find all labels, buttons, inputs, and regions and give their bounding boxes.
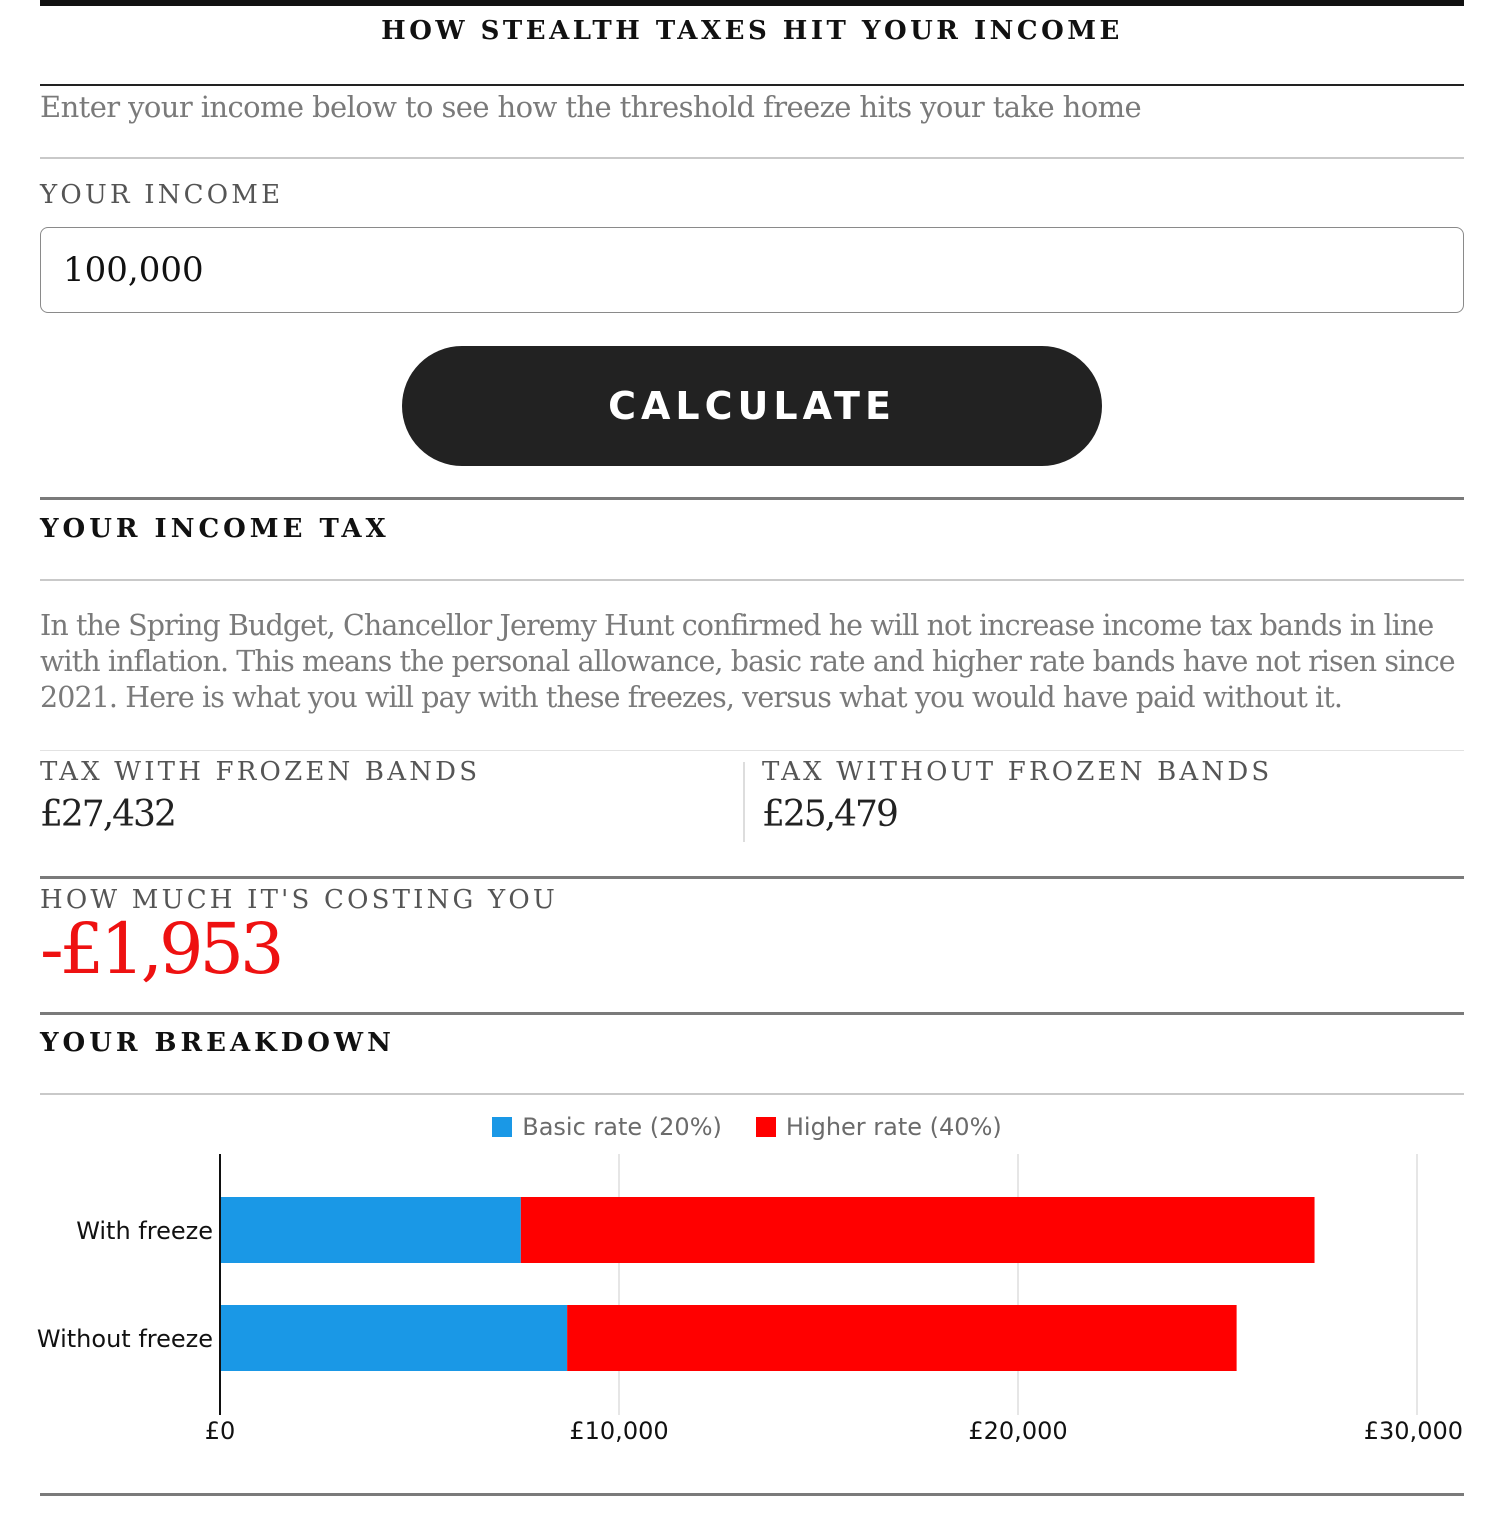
legend-label-basic: Basic rate (20%) [522,1113,722,1141]
bar-basic-with-freeze [220,1197,521,1263]
bar-higher-without-freeze [567,1305,1236,1371]
divider [40,579,1464,581]
top-border [40,0,1464,6]
x-tick-label: £10,000 [569,1417,669,1445]
divider [40,750,1464,751]
tax-without-frozen-label: TAX WITHOUT FROZEN BANDS [762,757,1273,787]
tax-with-frozen-label: TAX WITH FROZEN BANDS [40,757,481,787]
category-label: Without freeze [36,1325,213,1353]
divider [40,1012,1464,1015]
legend-swatch-basic [492,1117,512,1137]
tax-without-frozen-value: £25,479 [762,794,897,835]
description-line: In the Spring Budget, Chancellor Jeremy Hunt confirmed he will not increase income tax bands in line [40,609,1434,642]
bar-higher-with-freeze [521,1197,1315,1263]
divider [40,157,1464,159]
divider [40,876,1464,879]
intro-text: Enter your income below to see how the threshold freeze hits your take home [40,90,1142,124]
divider [40,1093,1464,1095]
income-input[interactable] [40,227,1464,313]
costing-value: -£1,953 [40,908,281,990]
income-tax-description [40,608,1464,716]
legend-swatch-higher [756,1117,776,1137]
description-line: 2021. Here is what you will pay with these freezes, versus what you would have paid without it. [40,681,1342,714]
income-label: YOUR INCOME [40,180,284,210]
calculate-button[interactable]: CALCULATE [402,346,1102,466]
legend-item-higher [756,1113,1002,1141]
column-divider [743,762,745,842]
description-line: with inflation. This means the personal allowance, basic rate and higher rate bands have not risen since [40,645,1455,678]
bar-basic-without-freeze [220,1305,567,1371]
page-title: HOW STEALTH TAXES HIT YOUR INCOME [381,16,1123,46]
tax-with-frozen-value: £27,432 [40,794,175,835]
breakdown-chart [0,1140,1494,1460]
costing-label: HOW MUCH IT'S COSTING YOU [40,885,558,915]
divider [40,497,1464,500]
x-tick-label: £0 [204,1417,236,1445]
legend-label-higher: Higher rate (40%) [785,1113,1002,1141]
income-tax-heading: YOUR INCOME TAX [40,514,390,544]
breakdown-heading: YOUR BREAKDOWN [40,1028,395,1058]
category-label: With freeze [76,1217,213,1245]
x-tick-label: £30,000 [1363,1417,1463,1445]
legend-item-basic [492,1113,722,1141]
divider [40,1493,1464,1496]
divider [40,84,1464,86]
chart-legend [0,1113,1494,1141]
x-tick-label: £20,000 [968,1417,1068,1445]
